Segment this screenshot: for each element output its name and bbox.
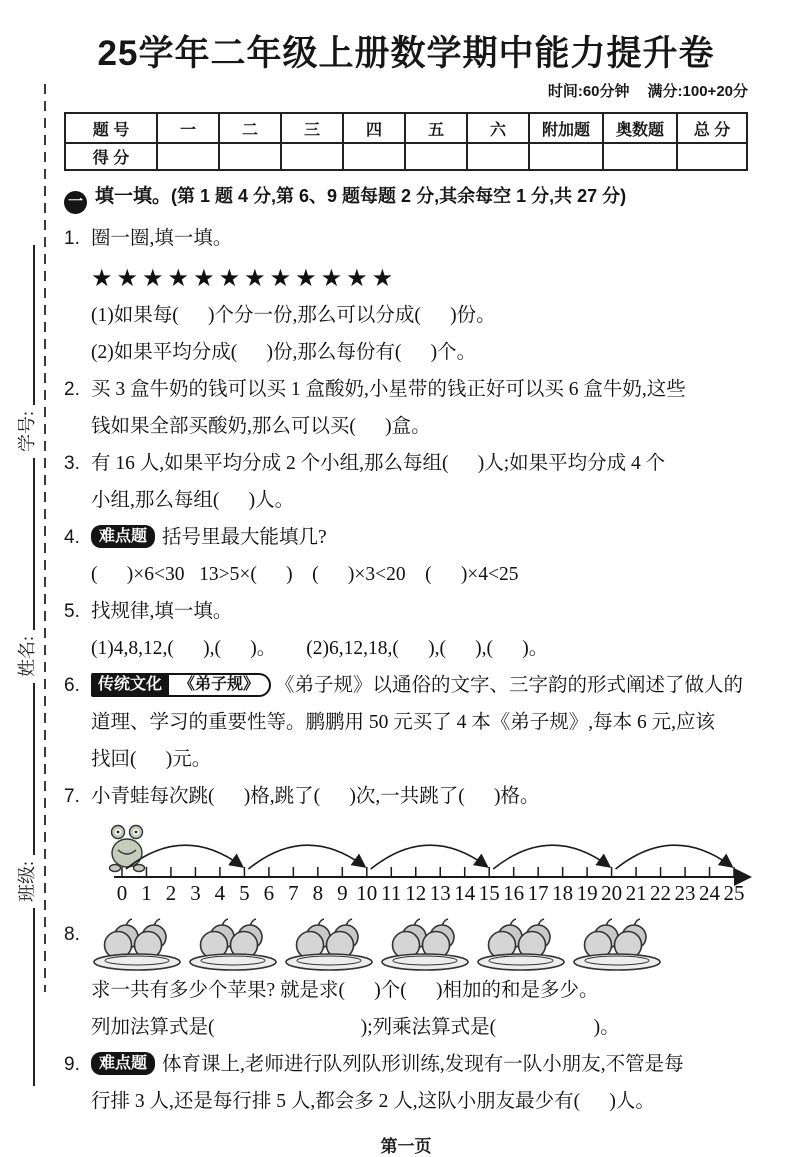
frog-icon <box>110 826 145 872</box>
question-text: 买 3 盒牛奶的钱可以买 1 盒酸奶,小星带的钱正好可以买 6 盒牛奶,这些 <box>91 379 686 400</box>
svg-text:21: 21 <box>625 881 647 905</box>
score-cell <box>343 143 405 170</box>
header-cell-timu: 题 号 <box>65 113 157 143</box>
header-cell-5: 五 <box>405 113 467 143</box>
question-text: 《弟子规》以通俗的文字、三字韵的形式阐述了做人的 <box>275 675 744 696</box>
svg-text:12: 12 <box>405 881 427 905</box>
section-score-note: (第 1 题 4 分,第 6、9 题每题 2 分,其余每空 1 分,共 27 分) <box>171 186 627 206</box>
apple-plate-illustration <box>475 918 567 972</box>
question-text: 括号里最大能填几? <box>162 527 327 548</box>
svg-text:13: 13 <box>429 881 451 905</box>
svg-text:17: 17 <box>527 881 549 905</box>
header-cell-1: 一 <box>157 113 219 143</box>
question-number: 6. <box>64 675 80 696</box>
section-number-icon: 一 <box>64 191 87 214</box>
class-label: 班级: <box>17 860 37 902</box>
question-text: 找回( )元。 <box>91 749 212 770</box>
dizigui-badge: 《弟子规》 <box>169 673 271 697</box>
name-blank-line <box>19 683 35 855</box>
time-label: 时间:60分钟 <box>547 83 630 100</box>
score-table <box>64 112 748 171</box>
svg-text:8: 8 <box>312 881 324 905</box>
question-text: 体育课上,老师进行队列队形训练,发现有一队小朋友,不管是每 <box>162 1054 684 1075</box>
score-cell <box>677 143 747 170</box>
page-title: 25学年二年级上册数学期中能力提升卷 <box>97 34 715 73</box>
score-row-label: 得 分 <box>65 143 157 170</box>
section-title: 填一填。 <box>95 186 172 207</box>
section-one-heading <box>64 182 748 214</box>
svg-text:14: 14 <box>454 881 476 905</box>
traditional-culture-badge: 传统文化 <box>91 673 169 697</box>
apple-plate-illustration <box>187 918 279 972</box>
question-6 <box>64 667 748 778</box>
question-number: 9. <box>64 1054 80 1075</box>
question-7 <box>64 778 748 815</box>
svg-text:2: 2 <box>165 881 177 905</box>
svg-text:9: 9 <box>337 881 348 905</box>
header-cell-4: 四 <box>343 113 405 143</box>
full-score-label: 满分:100+20分 <box>647 83 748 100</box>
svg-text:6: 6 <box>263 881 275 905</box>
svg-text:23: 23 <box>674 881 696 905</box>
top-blank-line <box>19 245 35 405</box>
question-number: 8. <box>64 924 80 945</box>
svg-text:5: 5 <box>239 881 250 905</box>
question-8-text-1: 求一共有多少个苹果? 就是求( )个( )相加的和是多少。 <box>91 980 599 1001</box>
score-cell <box>281 143 343 170</box>
score-cell <box>219 143 281 170</box>
page-number: 第一页 <box>380 1137 432 1156</box>
question-number: 3. <box>64 453 80 474</box>
svg-text:11: 11 <box>381 881 402 905</box>
svg-text:1: 1 <box>141 881 152 905</box>
score-cell <box>529 143 603 170</box>
score-cell <box>157 143 219 170</box>
header-cell-3: 三 <box>281 113 343 143</box>
header-cell-2: 二 <box>219 113 281 143</box>
student-id-label: 学号: <box>17 410 37 452</box>
student-info-margin <box>6 196 40 1086</box>
question-1 <box>64 220 748 257</box>
question-1-sub-1: (1)如果每( )个分一份,那么可以分成( )份。 <box>91 305 496 326</box>
svg-text:19: 19 <box>576 881 598 905</box>
question-5 <box>64 593 748 667</box>
name-label: 姓名: <box>17 635 37 677</box>
question-8 <box>64 916 748 972</box>
question-number: 7. <box>64 786 80 807</box>
header-cell-6: 六 <box>467 113 529 143</box>
question-text: 行排 3 人,还是每行排 5 人,都会多 2 人,这队小朋友最少有( )人。 <box>91 1091 655 1112</box>
question-5-part-1: (1)4,8,12,( ),( )。 <box>91 638 277 659</box>
class-blank-line <box>19 908 35 1086</box>
question-number: 1. <box>64 228 80 249</box>
header-cell-extra: 附加题 <box>529 113 603 143</box>
question-text: 找规律,填一填。 <box>91 601 233 622</box>
number-line-svg <box>108 821 760 909</box>
paper-content <box>64 26 748 1157</box>
question-number: 4. <box>64 527 80 548</box>
score-cell <box>467 143 529 170</box>
question-2 <box>64 371 748 445</box>
svg-text:22: 22 <box>650 881 672 905</box>
apple-plate-illustration <box>283 918 375 972</box>
question-9 <box>64 1046 748 1120</box>
question-4 <box>64 519 748 593</box>
svg-text:4: 4 <box>214 881 226 905</box>
svg-text:3: 3 <box>190 881 201 905</box>
question-4-expressions: ( )×6<30 13>5×( ) ( )×3<20 ( )×4<25 <box>91 564 519 585</box>
question-8-text-2: 列加法算式是( );列乘法算式是( )。 <box>91 1017 620 1038</box>
question-text: 圈一圈,填一填。 <box>91 228 233 249</box>
header-cell-olympiad: 奥数题 <box>603 113 677 143</box>
svg-text:10: 10 <box>356 881 378 905</box>
question-text: 小组,那么每组( )人。 <box>91 490 295 511</box>
question-text: 有 16 人,如果平均分成 2 个小组,那么每组( )人;如果平均分成 4 个 <box>91 453 666 474</box>
svg-text:20: 20 <box>601 881 623 905</box>
cut-dashed-line <box>44 84 46 992</box>
svg-text:25: 25 <box>723 881 745 905</box>
svg-text:16: 16 <box>503 881 525 905</box>
question-number: 2. <box>64 379 80 400</box>
number-line-figure <box>108 821 748 914</box>
apple-plates <box>91 918 663 972</box>
svg-text:7: 7 <box>288 881 299 905</box>
question-1-sub-2: (2)如果平均分成( )份,那么每份有( )个。 <box>91 342 477 363</box>
difficulty-badge: 难点题 <box>91 525 155 548</box>
svg-text:18: 18 <box>552 881 574 905</box>
score-cell <box>405 143 467 170</box>
question-text: 钱如果全部买酸奶,那么可以买( )盒。 <box>91 416 431 437</box>
score-table-score-row <box>65 143 747 170</box>
question-3 <box>64 445 748 519</box>
question-number: 5. <box>64 601 80 622</box>
apple-plate-illustration <box>91 918 183 972</box>
star-row-illustration: ★★★★★★★★★★★★ <box>91 264 398 292</box>
header-cell-total: 总 分 <box>677 113 747 143</box>
apple-plate-illustration <box>379 918 471 972</box>
question-text: 小青蛙每次跳( )格,跳了( )次,一共跳了( )格。 <box>91 786 540 807</box>
exam-info-line <box>64 82 748 102</box>
apple-plate-illustration <box>571 918 663 972</box>
svg-text:24: 24 <box>699 881 721 905</box>
question-5-part-2: (2)6,12,18,( ),( ),( )。 <box>306 638 549 659</box>
svg-text:15: 15 <box>478 881 500 905</box>
difficulty-badge: 难点题 <box>91 1052 155 1075</box>
score-cell <box>603 143 677 170</box>
svg-text:0: 0 <box>116 881 128 905</box>
score-table-header-row <box>65 113 747 143</box>
question-text: 道理、学习的重要性等。鹏鹏用 50 元买了 4 本《弟子规》,每本 6 元,应该 <box>91 712 716 733</box>
student-id-blank-line <box>19 458 35 630</box>
